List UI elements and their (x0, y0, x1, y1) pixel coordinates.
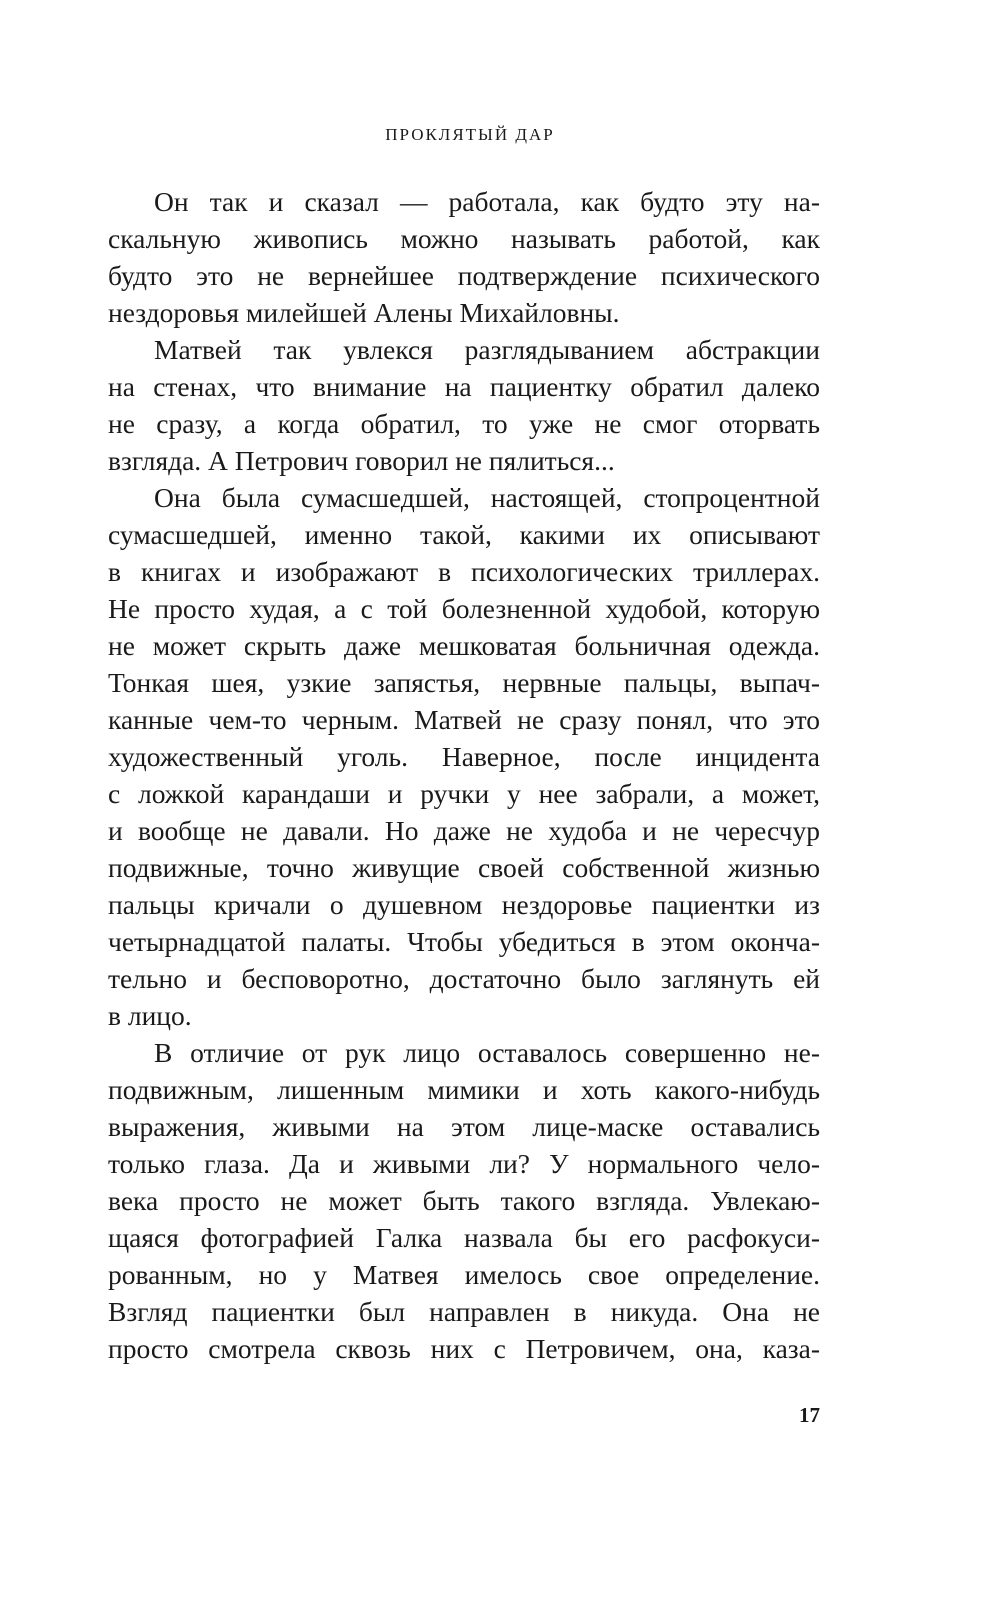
text-line: Взгляд пациентки был направлен в никуда. Она не (108, 1296, 820, 1327)
text-line: четырнадцатой палаты. Чтобы убедиться в этом оконча- (108, 926, 820, 957)
text-line: Тонкая шея, узкие запястья, нервные пальцы, выпач- (108, 667, 820, 698)
text-line: Матвей так увлекся разглядыванием абстракции (154, 334, 820, 365)
text-line: художественный уголь. Наверное, после инцидента (108, 741, 820, 772)
text-line: тельно и бесповоротно, достаточно было заглянуть ей (108, 963, 820, 994)
text-line: взгляда. А Петрович говорил не пялиться... (108, 445, 615, 476)
text-line: Он так и сказал — работала, как будто эту на- (154, 186, 820, 217)
text-line: скальную живопись можно называть работой, как (108, 223, 820, 254)
text-line: и вообще не давали. Но даже не худоба и не чересчур (108, 815, 820, 846)
text-line: канные чем-то черным. Матвей не сразу понял, что это (108, 704, 820, 735)
text-line: В отличие от рук лицо оставалось совершенно не- (154, 1037, 820, 1068)
page-number: 17 (799, 1403, 820, 1427)
text-line: на стенах, что внимание на пациентку обратил далеко (108, 371, 820, 402)
text-line: в лицо. (108, 1000, 192, 1031)
text-line: не сразу, а когда обратил, то уже не смог оторвать (108, 408, 820, 439)
text-line: щаяся фотографией Галка назвала бы его расфокуси- (108, 1222, 820, 1253)
text-line: подвижным, лишенным мимики и хоть какого-нибудь (108, 1074, 820, 1105)
text-line: рованным, но у Матвея имелось свое определение. (108, 1259, 820, 1290)
text-line: только глаза. Да и живыми ли? У нормального чело- (108, 1148, 820, 1179)
text-line: сумасшедшей, именно такой, какими их описывают (108, 519, 820, 550)
running-title: ПРОКЛЯТЫЙ ДАР (385, 125, 555, 144)
text-line: подвижные, точно живущие своей собственной жизнью (108, 852, 820, 883)
text-line: в книгах и изображают в психологических триллерах. (108, 556, 820, 587)
text-line: пальцы кричали о душевном нездоровье пациентки из (108, 889, 820, 920)
text-line: Не просто худая, а с той болезненной худобой, которую (108, 593, 820, 624)
text-line: не может скрыть даже мешковатая больничная одежда. (108, 630, 820, 661)
text-line: века просто не может быть такого взгляда. Увлекаю- (108, 1185, 820, 1216)
text-line: просто смотрела сквозь них с Петровичем, она, каза- (108, 1333, 820, 1364)
text-line: с ложкой карандаши и ручки у нее забрали, а может, (108, 778, 820, 809)
text-line: выражения, живыми на этом лице-маске оставались (108, 1111, 820, 1142)
text-line: нездоровья милейшей Алены Михайловны. (108, 297, 620, 328)
text-line: Она была сумасшедшей, настоящей, стопроцентной (154, 482, 820, 513)
text-line: будто это не вернейшее подтверждение психического (108, 260, 820, 291)
